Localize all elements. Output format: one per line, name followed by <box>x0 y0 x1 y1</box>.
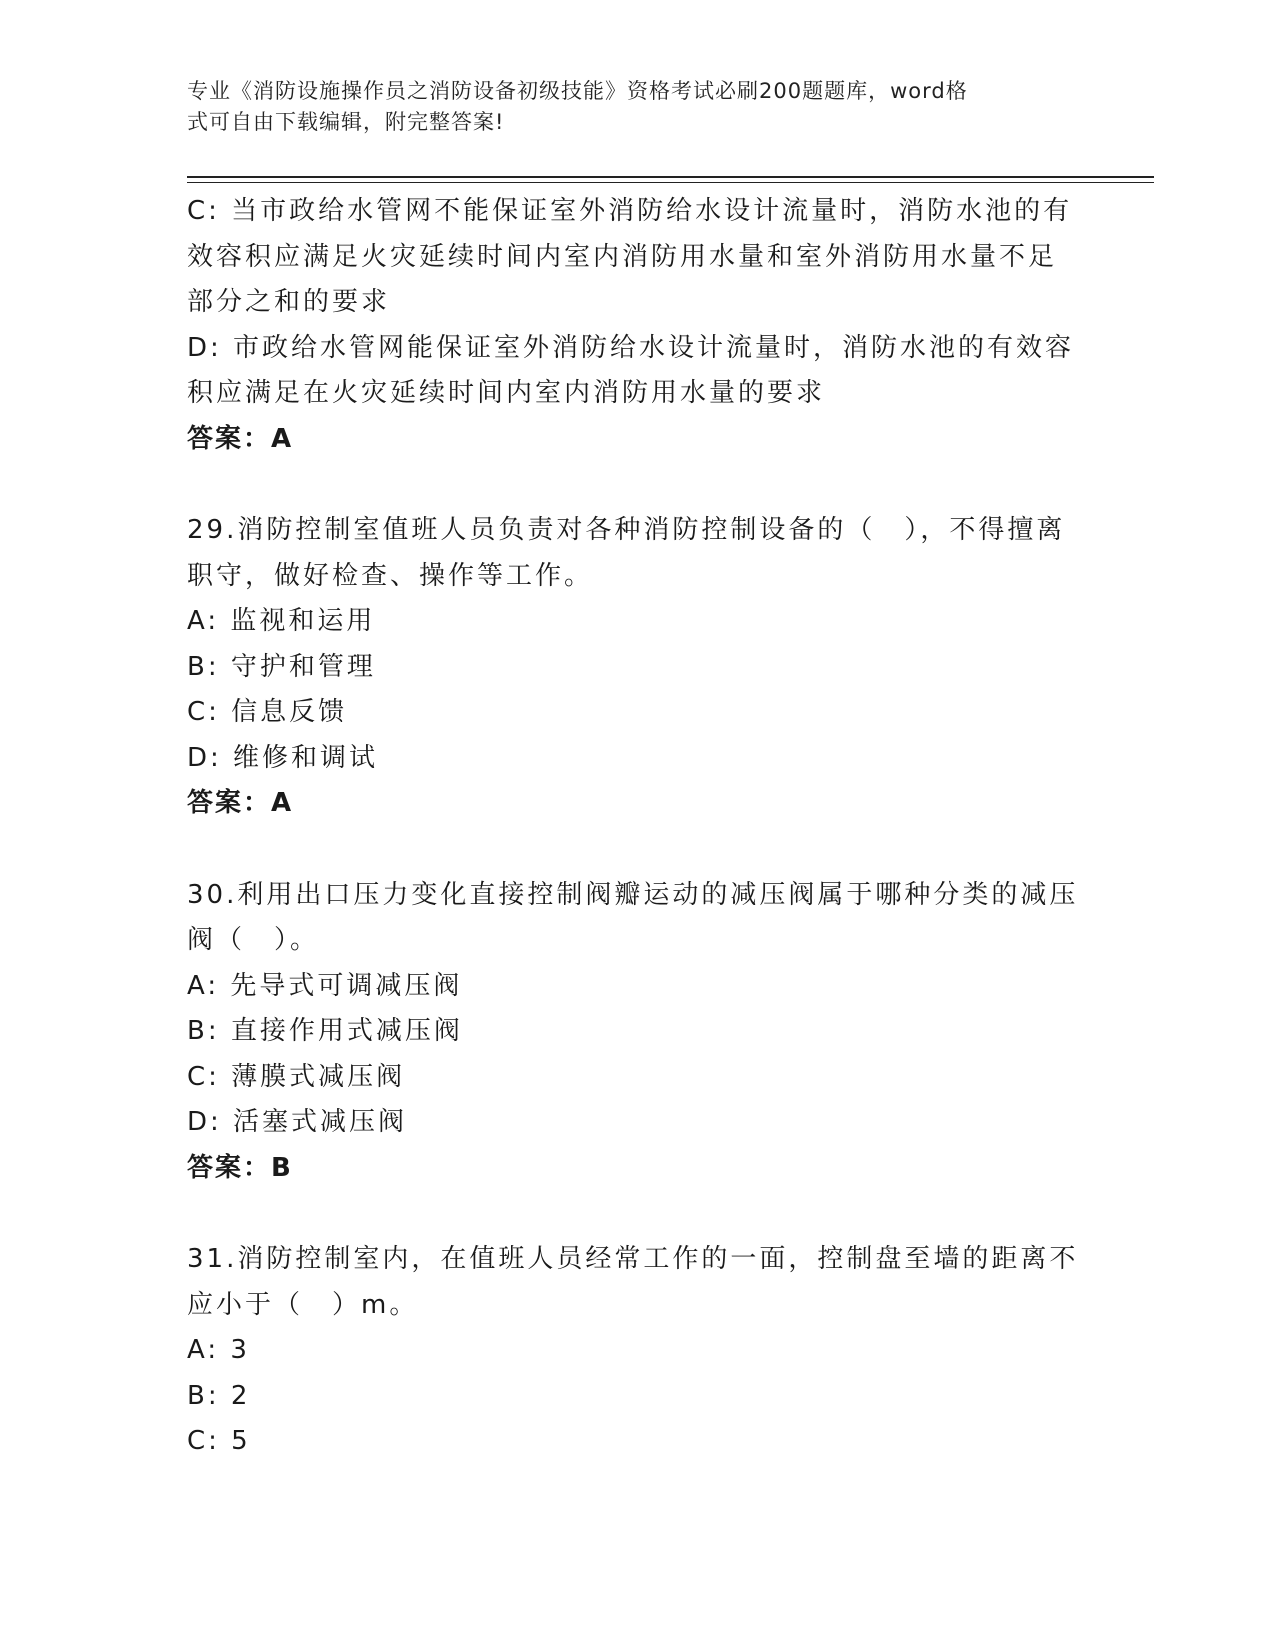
q29-option-a: A: 监视和运用 <box>187 606 376 636</box>
question-spacer <box>187 827 1087 873</box>
q29-stem-line-1: 29.消防控制室值班人员负责对各种消防控制设备的（ ），不得擅离 <box>187 515 1066 545</box>
q28-option-d-line-1: D: 市政给水管网能保证室外消防给水设计流量时，消防水池的有效容 <box>187 332 1075 363</box>
q29-option-b: B: 守护和管理 <box>187 651 376 682</box>
q28-option-c-line-1: C: 当市政给水管网不能保证室外消防给水设计流量时，消防水池的有 <box>187 196 1073 226</box>
q28-option-c-line-3: 部分之和的要求 <box>187 287 391 317</box>
q31-option-c: C: 5 <box>187 1426 251 1456</box>
q28-option-c-line-2: 效容积应满足火灾延续时间内室内消防用水量和室外消防用水量不足 <box>187 241 1058 272</box>
q30-option-d: D: 活塞式减压阀 <box>187 1107 408 1137</box>
question-spacer <box>187 1191 1087 1237</box>
document-header <box>187 76 1067 138</box>
q30-answer: 答案：B <box>187 1152 293 1183</box>
question-spacer <box>187 462 1087 508</box>
question-list <box>187 189 1087 1465</box>
q31-option-b: B: 2 <box>187 1380 251 1411</box>
q29-answer: 答案：A <box>187 788 294 818</box>
q30-stem-line-2: 阀（ ）。 <box>187 925 320 955</box>
header-divider-thin <box>187 182 1154 183</box>
question-28 <box>187 189 1087 462</box>
q29-option-c: C: 信息反馈 <box>187 697 348 727</box>
header-divider-thick <box>187 176 1154 178</box>
q28-answer: 答案：A <box>187 423 294 454</box>
header-title-line-2: 式可自由下载编辑，附完整答案! <box>187 110 505 134</box>
q31-stem-line-1: 31.消防控制室内，在值班人员经常工作的一面，控制盘至墙的距离不 <box>187 1244 1079 1274</box>
q28-option-d-line-2: 积应满足在火灾延续时间内室内消防用水量的要求 <box>187 378 826 408</box>
q30-option-b: B: 直接作用式减压阀 <box>187 1016 463 1046</box>
question-31 <box>187 1237 1087 1465</box>
question-29 <box>187 508 1087 827</box>
q31-option-a: A: 3 <box>187 1335 250 1365</box>
q30-option-a: A: 先导式可调减压阀 <box>187 970 463 1001</box>
q29-option-d: D: 维修和调试 <box>187 742 379 773</box>
question-30 <box>187 873 1087 1192</box>
q31-stem-line-2: 应小于（ ）m。 <box>187 1289 419 1320</box>
header-title-line-1: 专业《消防设施操作员之消防设备初级技能》资格考试必刷200题题库，word格 <box>187 79 968 103</box>
q29-stem-line-2: 职守，做好检查、操作等工作。 <box>187 560 594 591</box>
q30-option-c: C: 薄膜式减压阀 <box>187 1061 406 1092</box>
q30-stem-line-1: 30.利用出口压力变化直接控制阀瓣运动的减压阀属于哪种分类的减压 <box>187 879 1079 910</box>
